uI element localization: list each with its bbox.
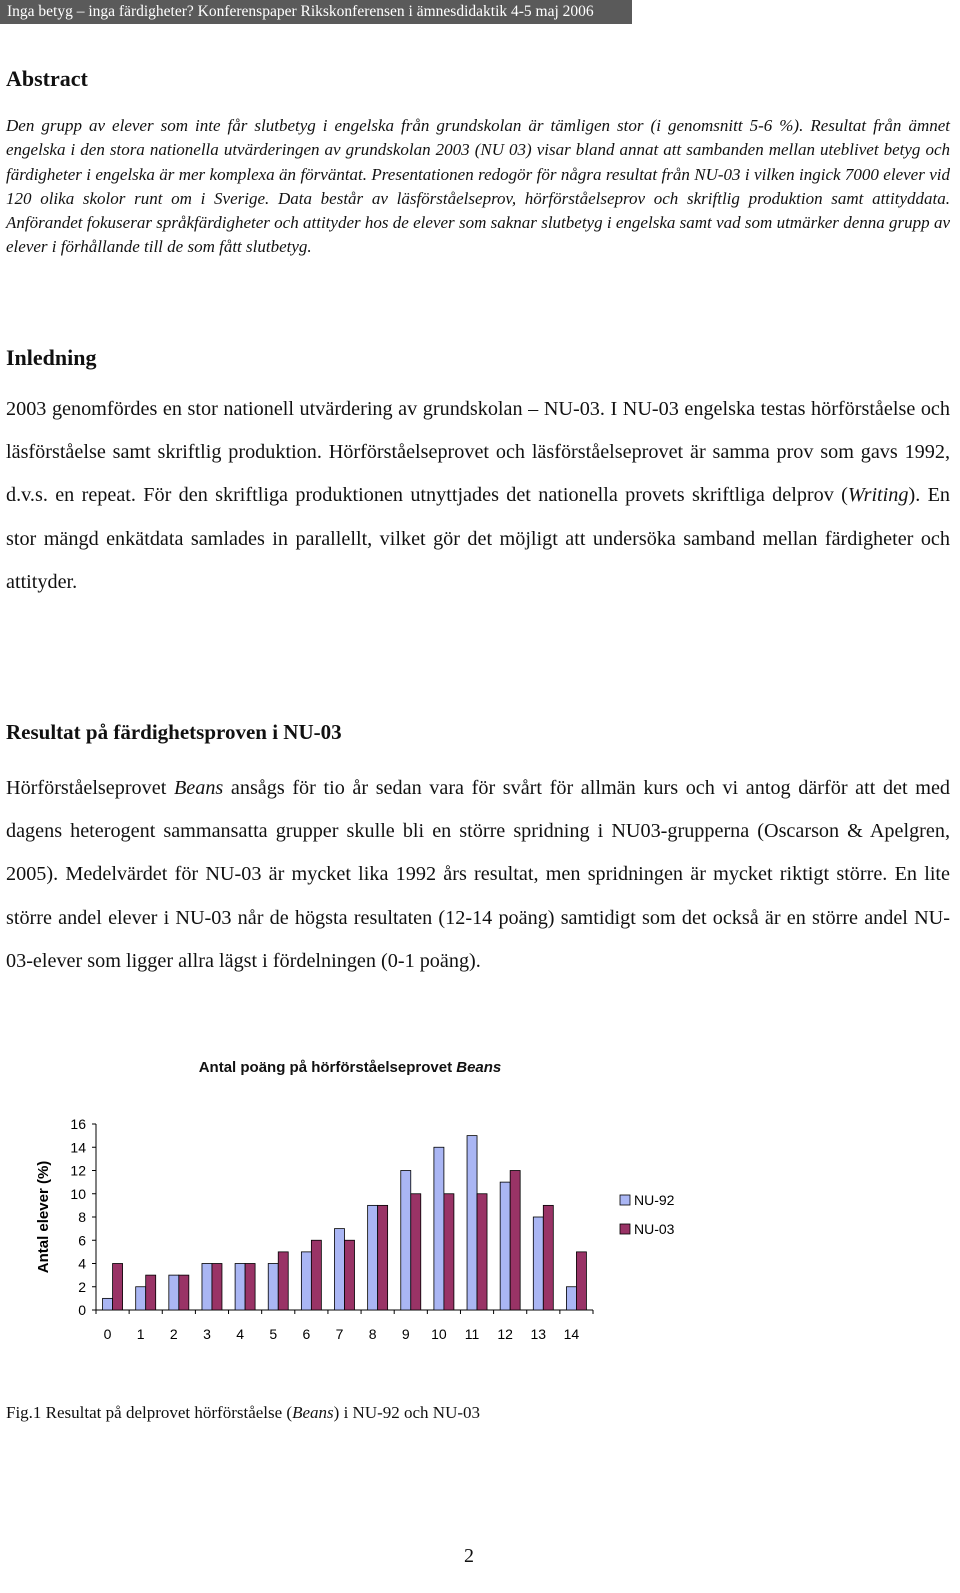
x-tick-label: 0	[103, 1326, 112, 1342]
bar-nu-92-4	[235, 1264, 245, 1311]
y-tick-label: 10	[70, 1185, 86, 1202]
x-tick-label: 2	[169, 1326, 178, 1342]
x-tick-label: 13	[530, 1326, 547, 1342]
caption-text-part: ) i NU-92 och NU-03	[333, 1403, 481, 1422]
y-tick-label: 8	[78, 1209, 86, 1225]
bar-nu-03-11	[477, 1194, 487, 1310]
bar-nu-03-9	[411, 1194, 421, 1310]
bar-nu-92-11	[467, 1136, 477, 1310]
bar-nu-03-6	[311, 1240, 321, 1310]
bar-nu-03-10	[444, 1194, 454, 1310]
x-tick-label: 7	[335, 1326, 344, 1342]
y-tick-label: 6	[78, 1232, 86, 1249]
bar-nu-03-8	[378, 1205, 388, 1310]
bar-nu-03-5	[278, 1252, 288, 1310]
caption-italic-term: Beans	[292, 1403, 334, 1422]
x-tick-label: 12	[497, 1326, 513, 1342]
x-tick-label: 1	[136, 1326, 145, 1342]
chart-title	[0, 1059, 700, 1076]
bar-nu-92-6	[301, 1252, 311, 1310]
page-number: 2	[464, 1545, 474, 1567]
y-tick-label: 14	[70, 1139, 86, 1156]
legend-swatch-nu-03	[620, 1224, 630, 1234]
bar-nu-92-2	[169, 1275, 179, 1310]
legend-label-nu-92: NU-92	[634, 1192, 675, 1208]
caption-text-part: Fig.1 Resultat på delprovet hörförståelse (	[6, 1403, 293, 1422]
bar-nu-03-13	[543, 1205, 553, 1310]
bar-nu-92-7	[335, 1229, 345, 1310]
bar-nu-92-9	[401, 1171, 411, 1311]
bar-nu-92-12	[500, 1182, 510, 1310]
inledning-heading: Inledning	[6, 345, 97, 370]
resultat-text-part: Hörförståelseprovet	[6, 777, 174, 799]
bar-nu-03-3	[212, 1264, 222, 1311]
resultat-heading: Resultat på färdighetsproven i NU-03	[6, 720, 342, 744]
inledning-text-part: ). En stor mängd enkätdata samlades in parallellt, vilket gör det möjligt att undersöka samband mellan färdigheter och attityder.	[6, 484, 950, 593]
x-tick-label: 11	[464, 1326, 480, 1342]
running-header: Inga betyg – inga färdigheter? Konferenspaper Rikskonferensen i ämnesdidaktik 4-5 maj 2006	[0, 0, 632, 24]
abstract-paragraph: Den grupp av elever som inte får slutbetyg i engelska från grundskolan är tämligen stor (i genomsnitt 5-6 %). Resultat från ämnet engelska i den stora nationella utvärderingen av grundskolan 2003 (NU 03) visar bland annat att sambanden mellan uteblivet betyg och färdigheter i engelska är mer komplexa än förväntat. Presentationen redogör för några resultat från NU-03 i vilken ingick 7000 elever vid 120 olika skolor runt om i Sverige. Data består av läsförståelseprov, hörförståelseprov och skriftlig produktion samt attityddata. Anförandet fokuserar språkfärdigheter och attityder hos de elever som saknar slutbetyg i engelska samt vad som utmärker denna grupp av elever i förhållande till de som fått slutbetyg.	[6, 116, 950, 257]
bar-nu-92-3	[202, 1264, 212, 1311]
inledning-paragraph	[6, 388, 950, 604]
bar-nu-92-13	[533, 1217, 543, 1310]
bar-nu-03-12	[510, 1171, 520, 1311]
x-tick-label: 8	[368, 1326, 377, 1342]
bar-nu-92-5	[268, 1264, 278, 1311]
y-tick-label: 4	[78, 1255, 86, 1272]
inledning-text-part: 2003 genomfördes en stor nationell utvärdering av grundskolan – NU-03. I NU-03 engelska testas hörförståelse och läsförståelse samt skriftlig produktion. Hörförståelseprovet och läsförståelseprovet är samma prov som gavs 1992, d.v.s. en repeat. För den skriftliga produktionen utnyttjades det nationella provets skriftliga delprov (	[6, 398, 950, 507]
bar-chart	[0, 1100, 720, 1360]
x-tick-label: 9	[401, 1326, 410, 1342]
resultat-text-part: ansågs för tio år sedan vara för svårt för allmän kurs och vi antog därför att det med dagens heterogent sammansatta grupper skulle bli en större spridning i NU03-grupperna (Oscarson & Apelgren, 2005). Medelvärdet för NU-03 är mycket lika 1992 års resultat, men spridningen är mycket riktigt större. En lite större andel elever i NU-03 når de högsta resultaten (12-14 poäng) samtidigt som det också är en större andel NU-03-elever som ligger allra lägst i fördelningen (0-1 poäng).	[6, 777, 950, 972]
resultat-italic-term: Beans	[173, 777, 224, 799]
abstract-heading: Abstract	[6, 66, 88, 91]
bar-nu-92-10	[434, 1147, 444, 1310]
bar-nu-92-8	[368, 1205, 378, 1310]
x-tick-label: 4	[236, 1326, 244, 1342]
x-tick-label: 14	[563, 1326, 580, 1342]
bar-nu-03-2	[179, 1275, 189, 1310]
bar-nu-92-1	[136, 1287, 146, 1310]
bar-nu-92-0	[103, 1298, 113, 1310]
bar-nu-03-1	[146, 1275, 156, 1310]
inledning-italic-term: Writing	[847, 484, 909, 507]
bar-nu-92-14	[566, 1287, 576, 1310]
bar-nu-03-14	[576, 1252, 586, 1310]
resultat-paragraph	[6, 767, 950, 983]
chart-title-text: Antal poäng på hörförståelseprovet	[198, 1059, 453, 1076]
x-tick-label: 10	[431, 1326, 447, 1342]
y-tick-label: 12	[70, 1162, 86, 1179]
y-tick-label: 16	[70, 1116, 86, 1132]
bar-nu-03-7	[345, 1240, 355, 1310]
legend-label-nu-03: NU-03	[634, 1221, 675, 1237]
y-tick-label: 0	[78, 1302, 86, 1318]
figure-caption	[6, 1403, 480, 1423]
x-tick-label: 3	[203, 1326, 211, 1342]
x-tick-label: 6	[302, 1326, 311, 1342]
y-axis-label: Antal elever (%)	[35, 1160, 52, 1274]
bar-nu-03-0	[113, 1264, 123, 1311]
bar-nu-03-4	[245, 1264, 255, 1311]
chart-title-italic: Beans	[456, 1059, 502, 1076]
legend-swatch-nu-92	[620, 1195, 630, 1205]
y-tick-label: 2	[78, 1278, 86, 1295]
x-tick-label: 5	[269, 1326, 278, 1342]
